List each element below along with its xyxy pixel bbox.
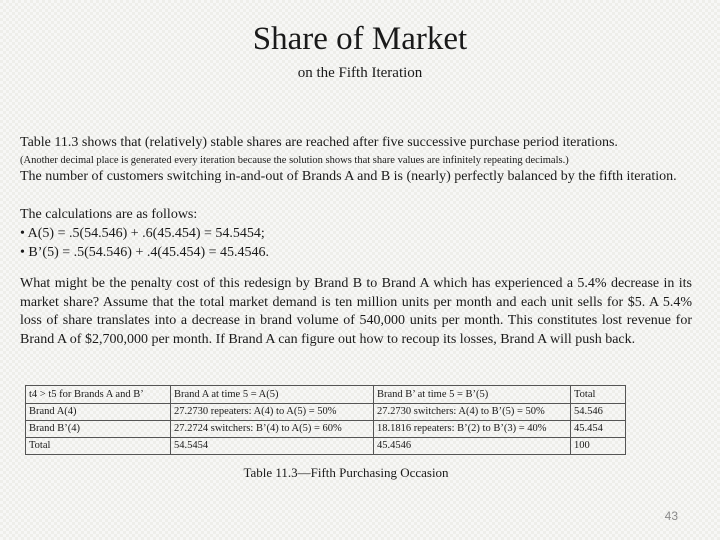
decimal-note: (Another decimal place is generated every iteration because the solution shows that share values are infinitely repeating decimals.) xyxy=(20,155,569,166)
slide-title: Share of Market xyxy=(252,21,468,57)
fifth-iteration-table xyxy=(25,385,626,455)
penalty-paragraph: What might be the penalty cost of this redesign by Brand B to Brand A which has experienced a 5.4% decrease in its market share? Assume that the total market demand is ten million units per month and each unit sells for $5. A 5.4% loss of share translates into a decrease in brand volume of 540,000 units per month. This constitutes lost revenue for Brand A of $2,700,000 per month. If Brand A can figure out how to recoup its losses, Brand A will push back. xyxy=(20,276,692,347)
slide-subtitle: on the Fifth Iteration xyxy=(297,65,423,81)
intro-text: Table 11.3 shows that (relatively) stable shares are reached after five successive purchase period iterations. xyxy=(20,135,618,150)
calculation-a: • A(5) = .5(54.546) + .6(45.454) = 54.5454; xyxy=(20,226,265,241)
balance-text: The number of customers switching in-and-out of Brands A and B is (nearly) perfectly balanced by the fifth iteration. xyxy=(20,169,677,184)
table-cell: Brand A at time 5 = A(5) xyxy=(171,386,374,404)
table-cell: 27.2730 switchers: A(4) to B’(5) = 50% xyxy=(374,404,571,421)
table-row xyxy=(26,404,626,421)
table-cell: 100 xyxy=(571,438,626,455)
table-cell: 54.546 xyxy=(571,404,626,421)
page-number: 43 xyxy=(664,509,678,523)
table-cell: Total xyxy=(571,386,626,404)
table-row xyxy=(26,421,626,438)
table-cell: Brand B’ at time 5 = B’(5) xyxy=(374,386,571,404)
table-cell: 27.2724 switchers: B’(4) to A(5) = 60% xyxy=(171,421,374,438)
table-row xyxy=(26,438,626,455)
table-cell: 27.2730 repeaters: A(4) to A(5) = 50% xyxy=(171,404,374,421)
table-cell: 45.4546 xyxy=(374,438,571,455)
table-cell: Brand A(4) xyxy=(26,404,171,421)
table-cell: Brand B’(4) xyxy=(26,421,171,438)
table-caption: Table 11.3—Fifth Purchasing Occasion xyxy=(243,465,449,480)
table-row xyxy=(26,386,626,404)
table-cell: Total xyxy=(26,438,171,455)
calculations-intro: The calculations are as follows: xyxy=(20,207,198,222)
calculation-b: • B’(5) = .5(54.546) + .4(45.454) = 45.4546. xyxy=(20,245,270,260)
table-cell: 18.1816 repeaters: B’(2) to B’(3) = 40% xyxy=(374,421,571,438)
table-cell: t4 > t5 for Brands A and B’ xyxy=(26,386,171,404)
table-cell: 54.5454 xyxy=(171,438,374,455)
table-cell: 45.454 xyxy=(571,421,626,438)
calculations-block xyxy=(20,205,269,262)
